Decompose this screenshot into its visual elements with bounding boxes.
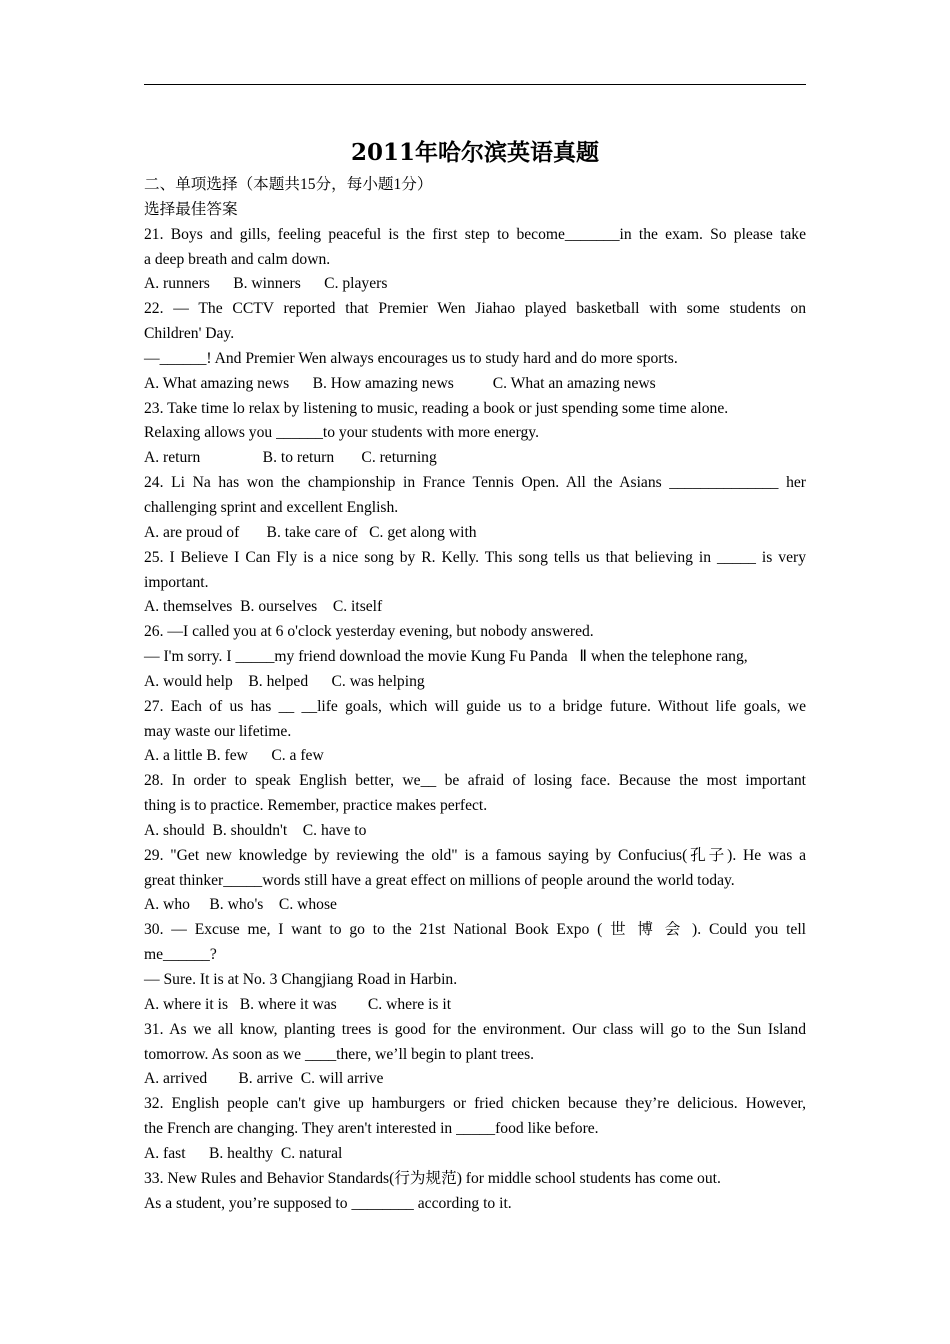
text-line: 21. Boys and gills, feeling peaceful is the first step to become_______in the exam. So please take bbox=[144, 225, 806, 243]
text-line: 31. As we all know, planting trees is good for the environment. Our class will go to the Sun Island bbox=[144, 1020, 806, 1038]
text-line: —______! And Premier Wen always encourages us to study hard and do more sports. bbox=[144, 349, 678, 367]
text-line: Children' Day. bbox=[144, 325, 235, 343]
text-line: great thinker_____words still have a great effect on millions of people around the world today. bbox=[144, 871, 735, 889]
text-line: important. bbox=[144, 573, 209, 591]
text-line: thing is to practice. Remember, practice makes perfect. bbox=[144, 797, 488, 815]
text-line: may waste our lifetime. bbox=[144, 722, 292, 740]
instruction-text: 选择最佳答案 bbox=[144, 200, 238, 218]
text-line: 23. Take time lo relax by listening to music, reading a book or just spending some time alone. bbox=[144, 399, 729, 417]
text-line: challenging sprint and excellent English. bbox=[144, 498, 399, 516]
text-line: A. runners B. winners C. players bbox=[144, 275, 388, 293]
text-line: A. should B. shouldn't C. have to bbox=[144, 821, 367, 839]
question-lines bbox=[144, 223, 806, 1217]
text-line: A. would help B. helped C. was helping bbox=[144, 672, 425, 690]
text-line: the French are changing. They aren't interested in _____food like before. bbox=[144, 1120, 599, 1138]
text-line: 25. I Believe I Can Fly is a nice song by R. Kelly. This song tells us that believing in _____ is very bbox=[144, 548, 806, 566]
text-line: 22. — The CCTV reported that Premier Wen Jiahao played basketball with some students on bbox=[144, 300, 806, 318]
text-line: tomorrow. As soon as we ____there, we’ll begin to plant trees. bbox=[144, 1045, 535, 1063]
text-line: A. What amazing news B. How amazing news C. What an amazing news bbox=[144, 374, 656, 392]
text-line: A. are proud of B. take care of C. get along with bbox=[144, 523, 477, 541]
text-line: A. a little B. few C. a few bbox=[144, 747, 324, 765]
text-line: 32. English people can't give up hamburgers or fried chicken because they’re delicious. However, bbox=[144, 1095, 806, 1113]
text-line: 29. "Get new knowledge by reviewing the old" is a famous saying by Confucius(孔子). He was a bbox=[144, 846, 806, 864]
text-line: A. fast B. healthy C. natural bbox=[144, 1144, 343, 1162]
text-line: 24. Li Na has won the championship in France Tennis Open. All the Asians ______________ her bbox=[144, 474, 806, 492]
text-line: A. themselves B. ourselves C. itself bbox=[144, 598, 383, 616]
text-line: me______? bbox=[144, 946, 217, 964]
text-line: A. who B. who's C. whose bbox=[144, 896, 337, 914]
text-line: As a student, you’re supposed to ________ according to it. bbox=[144, 1194, 512, 1212]
text-line: 33. New Rules and Behavior Standards(行为规范) for middle school students has come out. bbox=[144, 1169, 721, 1187]
text-line: 27. Each of us has __ __life goals, which will guide us to a bridge future. Without life goals, we bbox=[144, 697, 806, 715]
text-line: A. where it is B. where it was C. where is it bbox=[144, 995, 452, 1013]
text-line: 30. — Excuse me, I want to go to the 21st National Book Expo ( 世 博 会 ). Could you tell bbox=[144, 921, 806, 939]
text-line: A. return B. to return C. returning bbox=[144, 449, 437, 467]
text-line: 26. —I called you at 6 o'clock yesterday evening, but nobody answered. bbox=[144, 623, 594, 641]
question-list bbox=[144, 173, 806, 1216]
text-line: Relaxing allows you ______to your students with more energy. bbox=[144, 424, 539, 442]
text-line: 28. In order to speak English better, we__ be afraid of losing face. Because the most important bbox=[144, 772, 806, 790]
page-title: 2011年哈尔滨英语真题 bbox=[350, 139, 599, 166]
text-line: a deep breath and calm down. bbox=[144, 250, 331, 268]
text-line: A. arrived B. arrive C. will arrive bbox=[144, 1070, 384, 1088]
header-rule bbox=[144, 84, 806, 85]
text-line: — Sure. It is at No. 3 Changjiang Road in Harbin. bbox=[144, 971, 458, 988]
section-heading: 二、单项选择（本题共15分，每小题1分） bbox=[144, 176, 433, 193]
text-line: — I'm sorry. I _____my friend download the movie Kung Fu Panda Ⅱ when the telephone rang, bbox=[144, 648, 748, 666]
